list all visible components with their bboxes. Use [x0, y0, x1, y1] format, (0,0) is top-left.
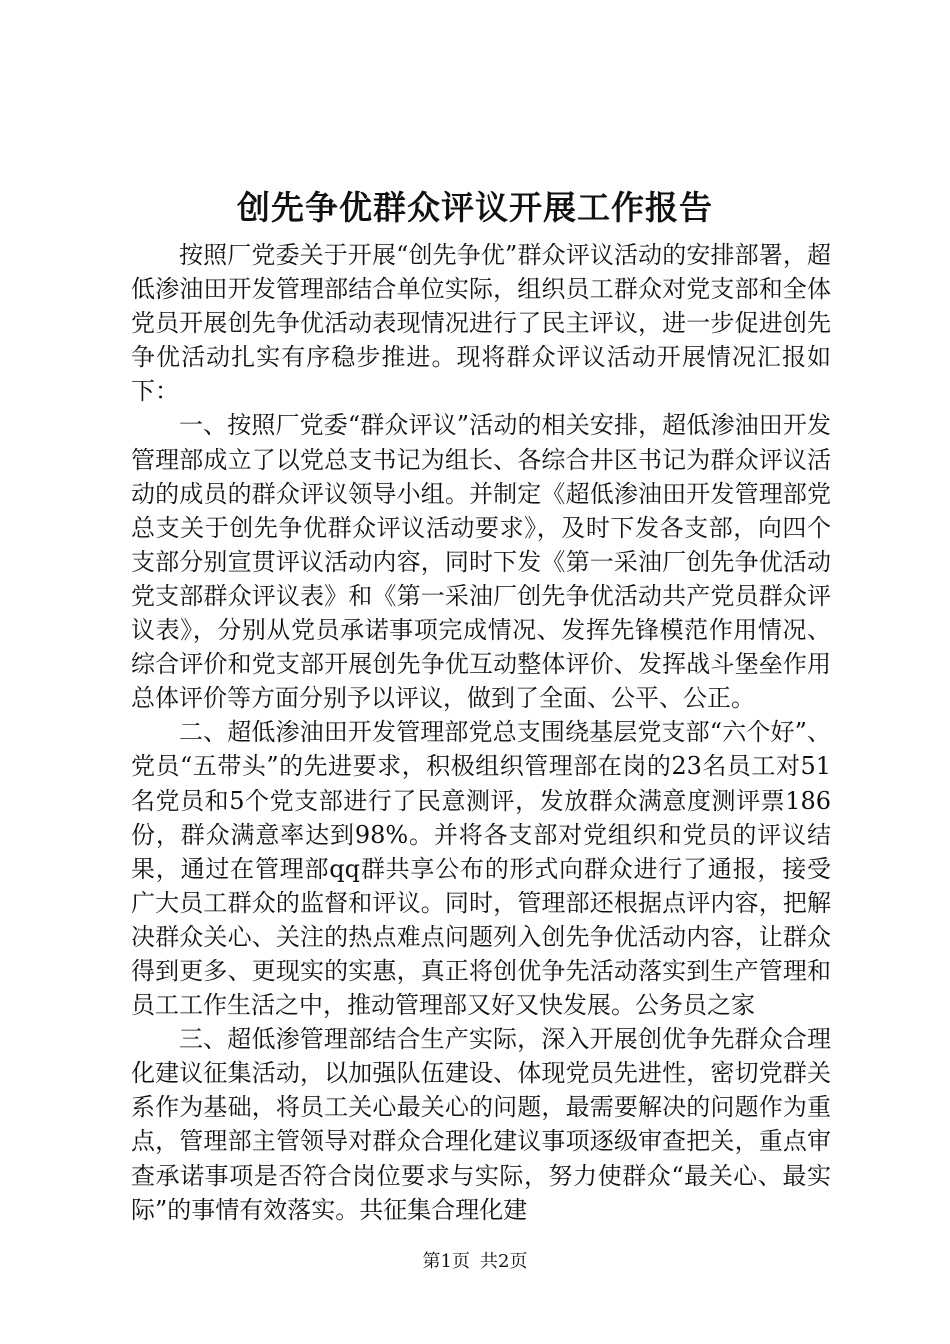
- page-footer: [0, 1250, 950, 1274]
- document-body: [131, 238, 831, 1227]
- paragraph-section-2: 二、超低渗油田开发管理部党总支围绕基层党支部“六个好”、党员“五带头”的先进要求，积极组织管理部在岗的23名员工对51名党员和5个党支部进行了民意测评，发放群众满意度测评票186份，群众满意率达到98%。并将各支部对党组织和党员的评议结果，通过在管理部qq群共享公布的形式向群众进行了通报，接受广大员工群众的监督和评议。同时，管理部还根据点评内容，把解决群众关心、关注的热点难点问题列入创先争优活动内容，让群众得到更多、更现实的实惠，真正将创优争先活动落实到生产管理和员工工作生活之中，推动管理部又好又快发展。公务员之家: [131, 718, 831, 1020]
- page-number-total: 共2页: [480, 1251, 528, 1272]
- paragraph-section-3: 三、超低渗管理部结合生产实际，深入开展创优争先群众合理化建议征集活动，以加强队伍建设、体现党员先进性，密切党群关系作为基础，将员工关心最关心的问题，最需要解决的问题作为重点，管理部主管领导对群众合理化建议事项逐级审查把关，重点审查承诺事项是否符合岗位要求与实际，努力使群众“最关心、最实际”的事情有效落实。共征集合理化建: [131, 1025, 831, 1224]
- page-number-current: 第1页: [422, 1251, 470, 1272]
- paragraph-section-1: 一、按照厂党委“群众评议”活动的相关安排，超低渗油田开发管理部成立了以党总支书记为组长、各综合井区书记为群众评议活动的成员的群众评议领导小组。并制定《超低渗油田开发管理部党总支关于创先争优群众评议活动要求》，及时下发各支部，向四个支部分别宣贯评议活动内容，同时下发《第一采油厂创先争优活动党支部群众评议表》和《第一采油厂创先争优活动共产党员群众评议表》，分别从党员承诺事项完成情况、发挥先锋模范作用情况、综合评价和党支部开展创先争优互动整体评价、发挥战斗堡垒作用总体评价等方面分别予以评议，做到了全面、公平、公正。: [131, 411, 831, 713]
- paragraph-intro: 按照厂党委关于开展“创先争优”群众评议活动的安排部署，超低渗油田开发管理部结合单位实际，组织员工群众对党支部和全体党员开展创先争优活动表现情况进行了民主评议，进一步促进创先争优活动扎实有序稳步推进。现将群众评议活动开展情况汇报如下：: [131, 241, 831, 406]
- document-title: 创先争优群众评议开展工作报告: [237, 188, 713, 227]
